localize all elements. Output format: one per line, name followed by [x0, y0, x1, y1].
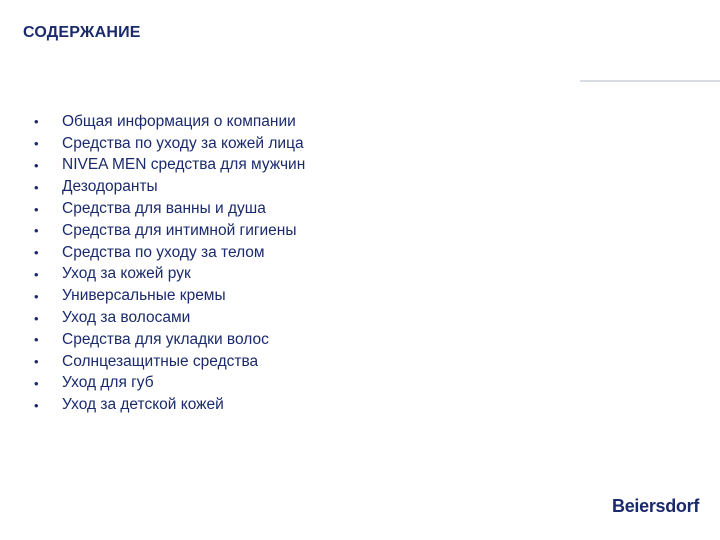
bullet-icon: •: [34, 354, 39, 370]
bullet-icon: •: [34, 375, 39, 391]
bullet-icon: •: [34, 179, 39, 195]
bullet-icon: •: [34, 136, 39, 152]
list-item-label: Уход за детской кожей: [62, 396, 224, 414]
list-item: [34, 307, 305, 329]
list-item: [34, 285, 305, 307]
bullet-icon: •: [34, 201, 39, 217]
list-item: [34, 198, 305, 220]
bullet-icon: •: [34, 288, 39, 304]
list-item-label: Уход для губ: [62, 374, 154, 392]
list-item-label: Уход за кожей рук: [62, 265, 191, 283]
header-divider: [580, 80, 720, 82]
bullet-icon: •: [34, 157, 39, 173]
list-item: [34, 242, 305, 264]
bullet-icon: •: [34, 245, 39, 261]
bullet-icon: •: [34, 114, 39, 130]
list-item-label: NIVEA MEN средства для мужчин: [62, 156, 306, 174]
list-item: [34, 220, 305, 242]
list-item: [34, 133, 305, 155]
bullet-icon: •: [34, 332, 39, 348]
list-item: [34, 329, 305, 351]
list-item-label: Средства для интимной гигиены: [62, 221, 297, 239]
list-item: [34, 351, 305, 373]
bullet-icon: •: [34, 266, 39, 282]
list-item-label: Дезодоранты: [62, 178, 158, 196]
list-item-label: Средства по уходу за телом: [62, 243, 265, 261]
list-item: [34, 111, 305, 133]
bullet-icon: •: [34, 223, 39, 239]
list-item-label: Средства по уходу за кожей лица: [62, 134, 304, 152]
slide-title: СОДЕРЖАНИЕ: [23, 24, 141, 41]
bullet-icon: •: [34, 310, 39, 326]
list-item: [34, 394, 305, 416]
list-item: [34, 264, 305, 286]
list-item-label: Средства для укладки волос: [62, 330, 269, 348]
list-item-label: Средства для ванны и душа: [62, 200, 266, 218]
list-item: [34, 155, 305, 177]
list-item: [34, 373, 305, 395]
list-item: [34, 176, 305, 198]
list-item-label: Уход за волосами: [62, 309, 191, 327]
list-item-label: Универсальные кремы: [62, 287, 226, 305]
list-item-label: Солнцезащитные средства: [62, 352, 259, 370]
bullet-icon: •: [34, 397, 39, 413]
beiersdorf-logo: Beiersdorf: [612, 496, 700, 516]
list-item-label: Общая информация о компании: [62, 112, 296, 130]
contents-list: [34, 111, 305, 416]
